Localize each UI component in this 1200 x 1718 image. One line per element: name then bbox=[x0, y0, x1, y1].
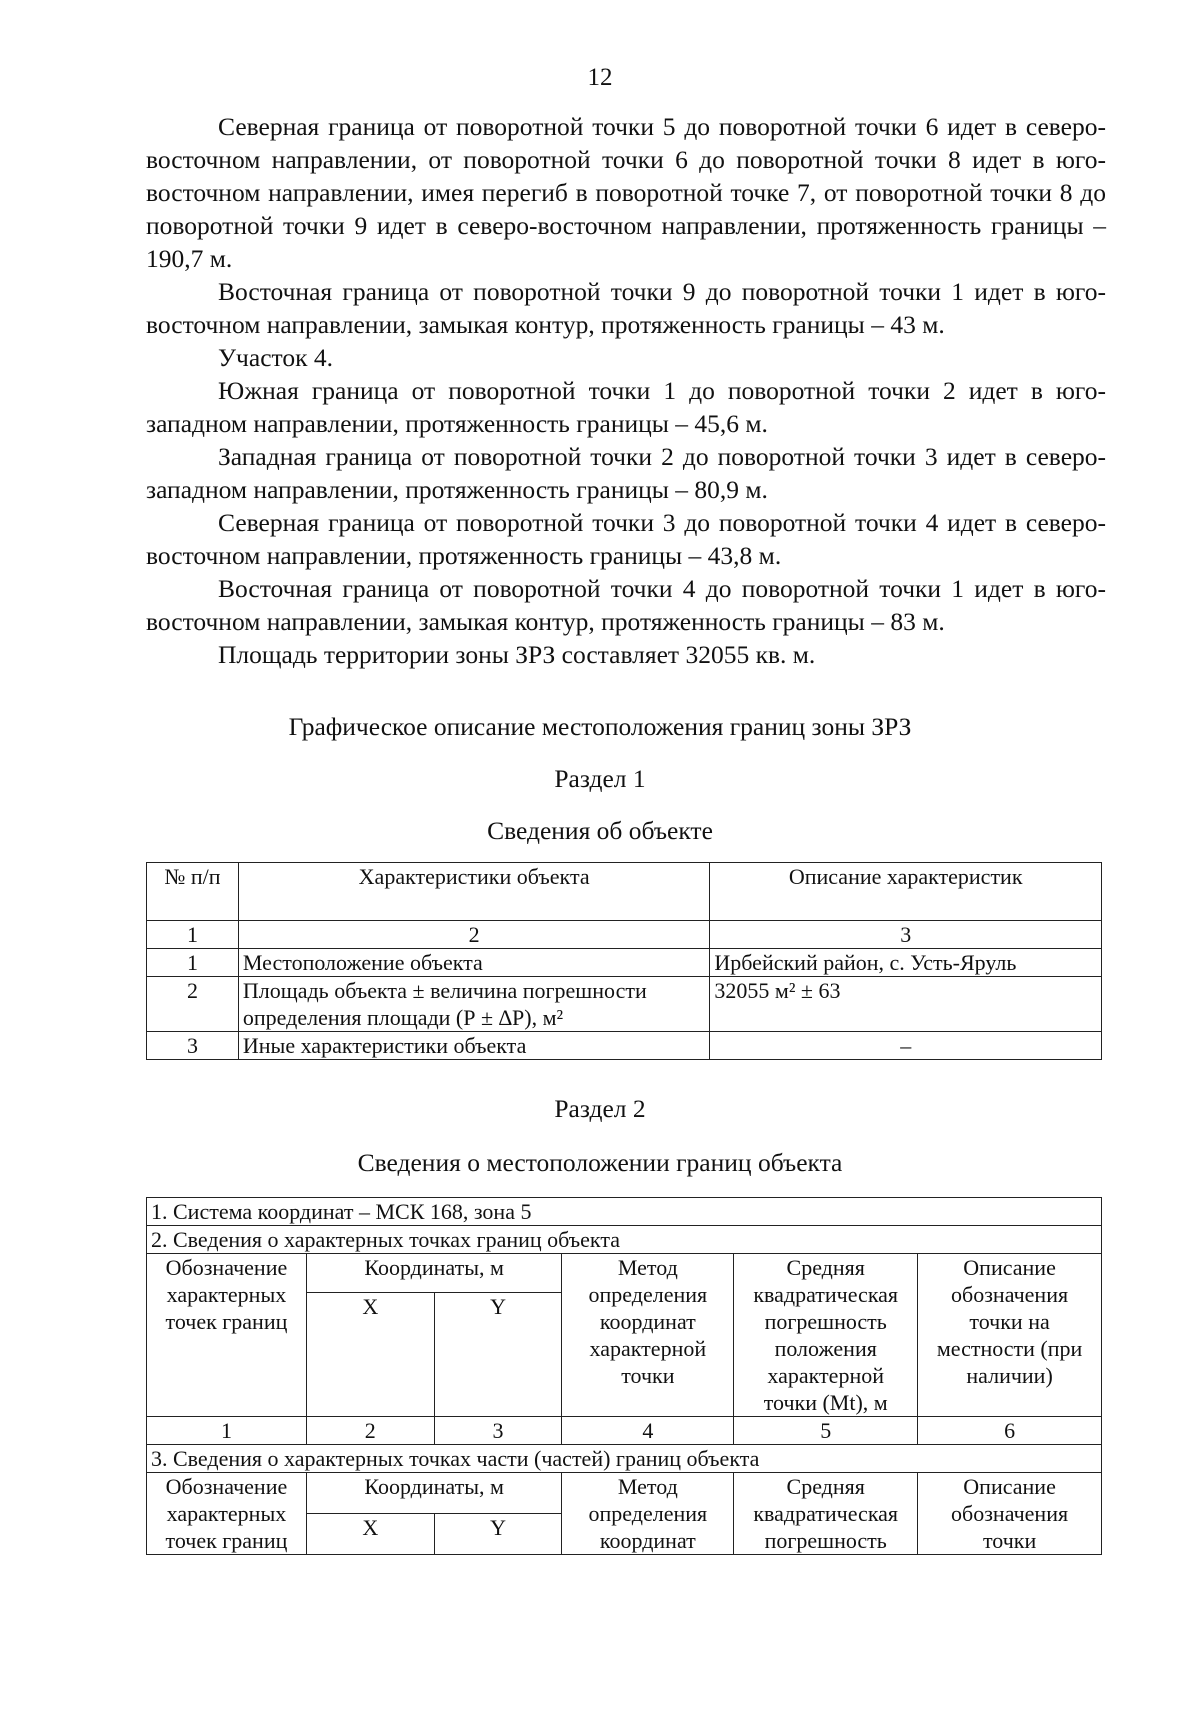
colnum: 1 bbox=[147, 1417, 307, 1445]
colnum: 2 bbox=[306, 1417, 434, 1445]
cell-description: – bbox=[710, 1032, 1102, 1060]
part3-desc-header: Описание обозначения точки bbox=[918, 1473, 1102, 1555]
cell-characteristic: Иные характеристики объекта bbox=[238, 1032, 710, 1060]
cell-description: Ирбейский район, с. Усть-Яруль bbox=[710, 949, 1102, 977]
table-row bbox=[147, 1032, 1102, 1060]
colnum: 3 bbox=[710, 921, 1102, 949]
part3-y-header: Y bbox=[434, 1514, 562, 1555]
part3-method-header: Метод определения координат bbox=[562, 1473, 734, 1555]
header-description: Описание характеристик bbox=[710, 863, 1102, 921]
paragraph: Участок 4. bbox=[218, 343, 333, 372]
paragraph: Площадь территории зоны ЗРЗ составляет 32055 кв. м. bbox=[218, 640, 816, 669]
cell-description: 32055 м² ± 63 bbox=[710, 977, 1102, 1032]
object-info-table bbox=[146, 862, 1102, 1060]
table-row bbox=[147, 949, 1102, 977]
colnum: 2 bbox=[238, 921, 710, 949]
paragraph: Западная граница от поворотной точки 2 до поворотной точки 3 идет в северо-западном направлении, протяженность границы – 80,9 м. bbox=[146, 442, 1106, 504]
col-coords-header: Координаты, м bbox=[306, 1254, 562, 1293]
coord-system-row: 1. Система координат – МСК 168, зона 5 bbox=[147, 1198, 1102, 1226]
colnum: 3 bbox=[434, 1417, 562, 1445]
paragraph: Северная граница от поворотной точки 5 до поворотной точки 6 идет в северо-восточном направлении, от поворотной точки 6 до поворотной точки 8 идет в юго-восточном направлении, имея перегиб в поворотной точке 7, от поворотной точки 8 до поворотной точки 9 идет в северо-восточном направлении, протяженность границы – 190,7 м. bbox=[146, 112, 1106, 273]
col-y-header: Y bbox=[434, 1293, 562, 1417]
paragraph: Северная граница от поворотной точки 3 до поворотной точки 4 идет в северо-восточном направлении, протяженность границы – 43,8 м. bbox=[146, 508, 1106, 570]
colnum: 5 bbox=[734, 1417, 918, 1445]
col-point-header: Обозначение характерных точек границ bbox=[147, 1254, 307, 1417]
col-method-header: Метод определения координат характерной точки bbox=[562, 1254, 734, 1417]
part3-x-header: X bbox=[306, 1514, 434, 1555]
page-number: 12 bbox=[587, 64, 613, 91]
table-row bbox=[147, 977, 1102, 1032]
col-desc-header: Описание обозначения точки на местности (при наличии) bbox=[918, 1254, 1102, 1417]
section2-label-row: 2. Сведения о характерных точках границ объекта bbox=[147, 1226, 1102, 1254]
colnum: 6 bbox=[918, 1417, 1102, 1445]
colnum: 1 bbox=[147, 921, 239, 949]
colnum: 4 bbox=[562, 1417, 734, 1445]
header-characteristics: Характеристики объекта bbox=[238, 863, 710, 921]
section1-subheading: Сведения об объекте bbox=[487, 816, 713, 845]
cell-characteristic: Местоположение объекта bbox=[238, 949, 710, 977]
col-x-header: X bbox=[306, 1293, 434, 1417]
paragraph: Восточная граница от поворотной точки 9 до поворотной точки 1 идет в юго-восточном направлении, замыкая контур, протяженность границы – 43 м. bbox=[146, 277, 1106, 339]
body-text bbox=[146, 110, 1106, 671]
section3-label-row: 3. Сведения о характерных точках части (частей) границ объекта bbox=[147, 1445, 1102, 1473]
cell-characteristic: Площадь объекта ± величина погрешности определения площади (Р ± ∆Р), м² bbox=[238, 977, 710, 1032]
header-number: № п/п bbox=[147, 863, 239, 921]
col-error-header: Средняя квадратическая погрешность положения характерной точки (Mt), м bbox=[734, 1254, 918, 1417]
section2-subheading: Сведения о местоположении границ объекта bbox=[357, 1148, 843, 1177]
section2-heading: Раздел 2 bbox=[554, 1094, 646, 1123]
paragraph: Восточная граница от поворотной точки 4 до поворотной точки 1 идет в юго-восточном направлении, замыкая контур, протяженность границы – 83 м. bbox=[146, 574, 1106, 636]
part3-error-header: Средняя квадратическая погрешность bbox=[734, 1473, 918, 1555]
section1-heading: Раздел 1 bbox=[554, 764, 646, 793]
cell-number: 2 bbox=[147, 977, 239, 1032]
part3-coords-header: Координаты, м bbox=[306, 1473, 562, 1514]
part3-point-header: Обозначение характерных точек границ bbox=[147, 1473, 307, 1555]
boundary-points-table bbox=[146, 1197, 1102, 1555]
paragraph: Южная граница от поворотной точки 1 до поворотной точки 2 идет в юго-западном направлении, протяженность границы – 45,6 м. bbox=[146, 376, 1106, 438]
main-heading: Графическое описание местоположения границ зоны ЗРЗ bbox=[288, 712, 912, 741]
cell-number: 3 bbox=[147, 1032, 239, 1060]
cell-number: 1 bbox=[147, 949, 239, 977]
